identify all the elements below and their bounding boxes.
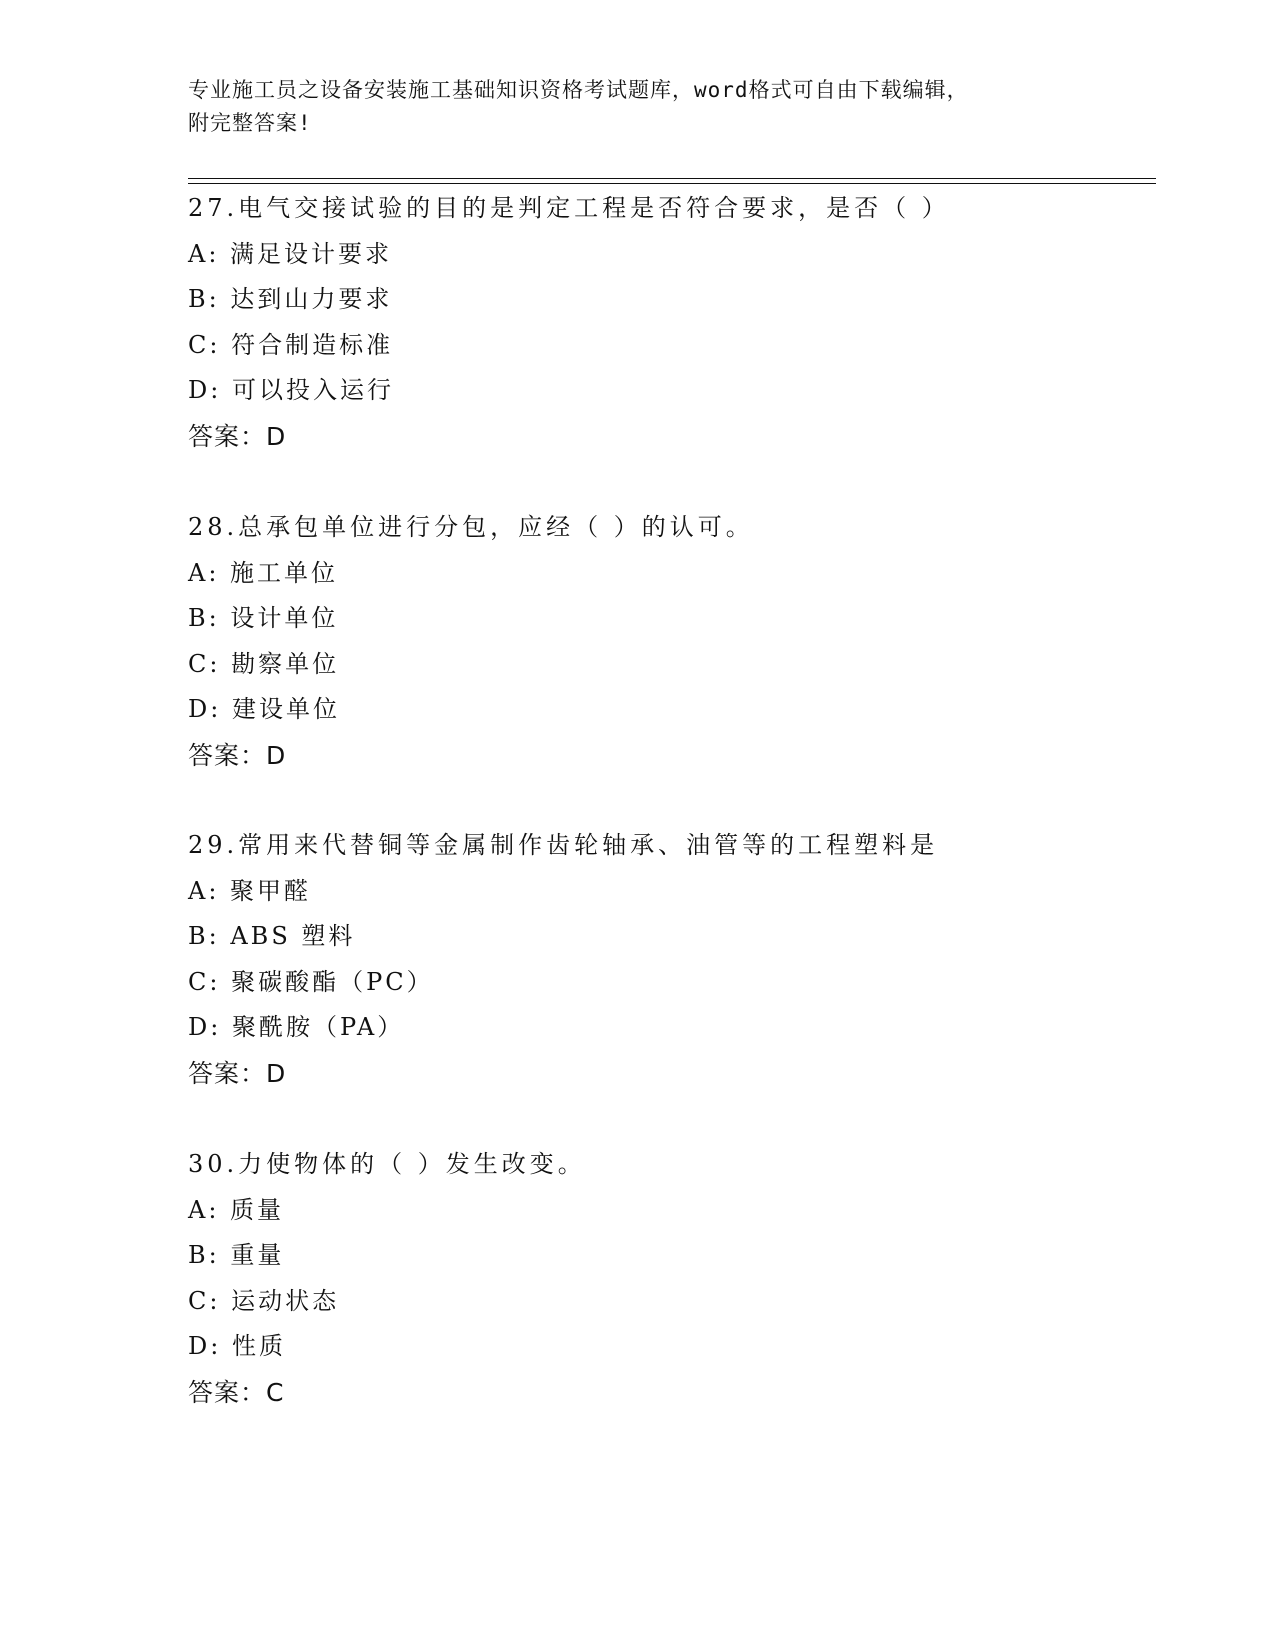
question-stem: 27.电气交接试验的目的是判定工程是否符合要求，是否（ ） — [188, 194, 950, 222]
question-stem: 30.力使物体的（ ）发生改变。 — [188, 1150, 586, 1178]
document-header — [188, 74, 1088, 140]
option-d: D: 聚酰胺（PA） — [188, 1013, 405, 1041]
header-line-1: 专业施工员之设备安装施工基础知识资格考试题库，word格式可自由下载编辑， — [188, 78, 969, 102]
question-27 — [188, 186, 1156, 459]
option-b: B: 重量 — [188, 1241, 285, 1269]
option-a: A: 聚甲醛 — [188, 876, 312, 905]
question-30 — [188, 1142, 1156, 1415]
question-stem: 29.常用来代替铜等金属制作齿轮轴承、油管等的工程塑料是 — [188, 831, 939, 859]
option-c: C: 聚碳酸酯（PC） — [188, 967, 434, 996]
option-c: C: 勘察单位 — [188, 649, 340, 678]
option-b: B: 达到山力要求 — [188, 285, 393, 313]
question-29 — [188, 823, 1156, 1096]
option-b: B: 设计单位 — [188, 604, 339, 632]
question-stem: 28.总承包单位进行分包，应经（ ）的认可。 — [188, 513, 754, 541]
option-c: C: 符合制造标准 — [188, 330, 394, 359]
option-a: A: 满足设计要求 — [188, 239, 393, 268]
header-line-2: 附完整答案! — [188, 111, 312, 135]
option-d: D: 性质 — [188, 1332, 286, 1360]
answer: 答案：D — [188, 1058, 287, 1088]
question-28 — [188, 505, 1156, 778]
answer: 答案：C — [188, 1377, 285, 1407]
option-d: D: 建设单位 — [188, 695, 340, 723]
answer: 答案：D — [188, 421, 287, 451]
option-c: C: 运动状态 — [188, 1286, 340, 1315]
option-a: A: 施工单位 — [188, 558, 339, 587]
answer: 答案：D — [188, 740, 287, 770]
option-b: B: ABS 塑料 — [188, 922, 356, 950]
option-a: A: 质量 — [188, 1195, 285, 1224]
header-divider-bottom — [188, 183, 1156, 184]
header-divider-top — [188, 178, 1156, 179]
option-d: D: 可以投入运行 — [188, 376, 394, 404]
